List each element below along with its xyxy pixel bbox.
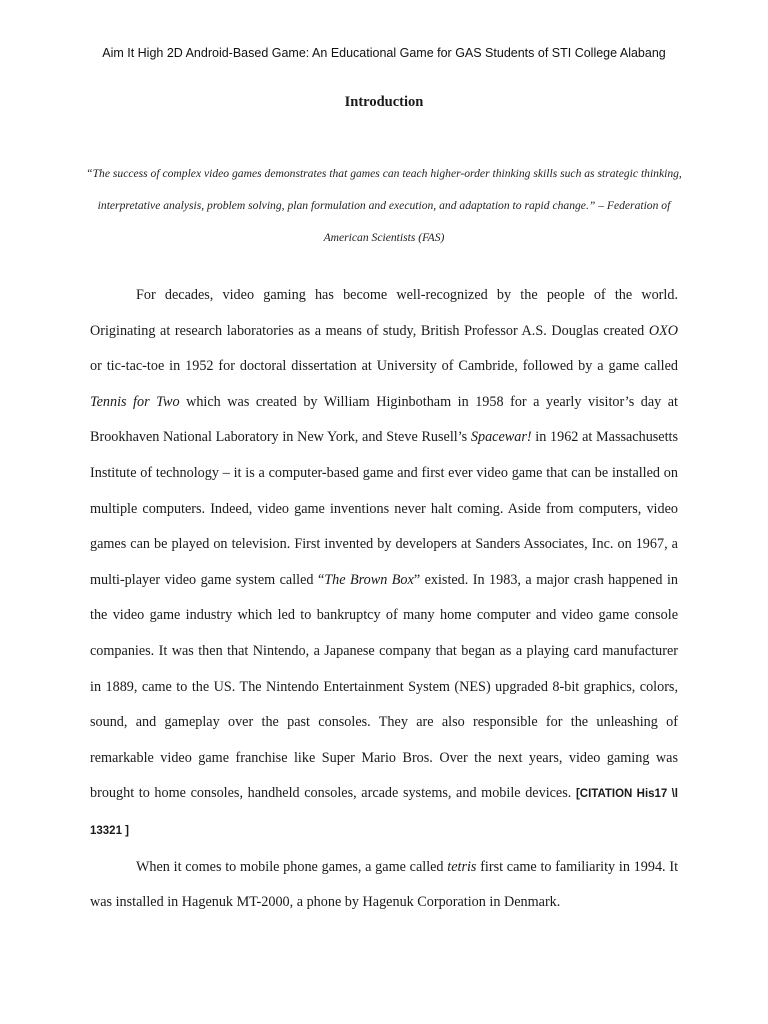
paragraph-1-text-5: ” existed. In 1983, a major crash happened in the video game industry which led to bankruptcy of many home computer and video game console companies. It was then that Nintendo, a Japanese company that began as a playing card manufacturer in 1889, came to the US. The Nintendo Entertainment System (NES) upgraded 8-bit graphics, colors, sound, and gameplay over the past consoles. They are also responsible for the unleashing of remarkable video game franchise like Super Mario Bros. Over the next years, video gaming was brought to home consoles, handheld consoles, arcade systems, and mobile devices. bbox=[90, 571, 678, 802]
paragraph-2 bbox=[90, 850, 678, 921]
paragraph-2-text-2: first came to familiarity in 1994. It was installed in Hagenuk MT-2000, a phone by Hagenuk Corporation in Denmark. bbox=[90, 858, 679, 911]
paragraph-1-text-1: For decades, video gaming has become well-recognized by the people of the world. Originating at research laboratories as a means of study, British Professor A.S. Douglas created bbox=[90, 287, 678, 339]
body-text bbox=[90, 278, 678, 921]
italic-tetris: tetris bbox=[447, 858, 477, 875]
section-title: Introduction bbox=[344, 94, 424, 110]
citation-field: [CITATION His17 \l 13321 ] bbox=[90, 788, 678, 837]
paragraph-1-text-3: which was created by William Higinbotham in 1958 for a yearly visitor’s day at Brookhaven National Laboratory in New York, and Steve Rusell’s bbox=[90, 393, 678, 446]
paragraph-1-text-4: in 1962 at Massachusetts Institute of technology – it is a computer-based game and first ever video game that can be installed on multiple computers. Indeed, video game inventions never halt coming. Aside from computers, video games can be played on television. First invented by developers at Sanders Associates, Inc. on 1967, a multi-player video game system called “ bbox=[90, 429, 679, 588]
italic-brown-box: The Brown Box bbox=[324, 571, 414, 588]
paragraph-2-text-1: When it comes to mobile phone games, a game called bbox=[136, 858, 448, 875]
paragraph-1 bbox=[90, 278, 678, 850]
italic-tennis-for-two: Tennis for Two bbox=[90, 393, 180, 410]
paragraph-1-text-2: or tic-tac-toe in 1952 for doctoral dissertation at University of Cambride, followed by a game called bbox=[90, 358, 678, 375]
italic-spacewar: Spacewar! bbox=[470, 429, 532, 446]
epigraph-quote: “The success of complex video games demonstrates that games can teach higher-order thinking skills such as strategic thinking, interpretative analysis, problem solving, plan formulation and execution, and adaptation to rapid change.” – Federation of American Scientists (FAS) bbox=[86, 167, 682, 244]
running-header: Aim It High 2D Android-Based Game: An Educational Game for GAS Students of STI College Alabang bbox=[102, 46, 666, 60]
italic-oxo: OXO bbox=[648, 322, 678, 339]
